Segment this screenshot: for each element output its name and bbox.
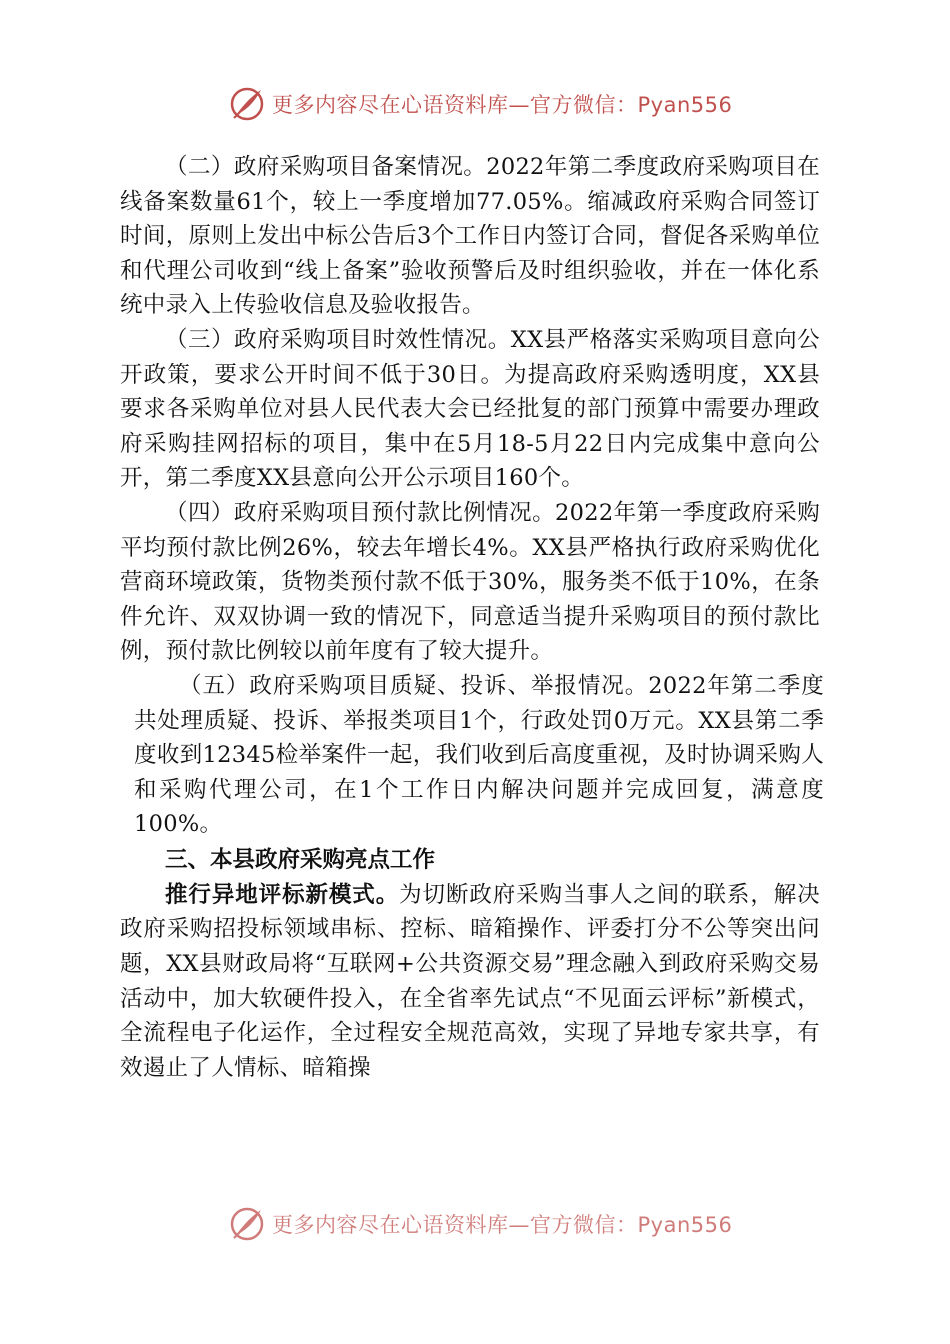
section-heading-highlights: 三、本县政府采购亮点工作 (165, 846, 436, 873)
paragraph-body-text: 为切断政府采购当事人之间的联系，解决政府采购招投标领域串标、控标、暗箱操作、评委打分不公等突出问题，XX县财政局将“互联网+公共资源交易”理念融入到政府采购交易活动中，加大软硬件投入，在全省率先试点“不见面云评标”新模式，全流程电子化运作，全过程安全规范高效，实现了异地专家共享，有效遏止了人情标、暗箱操 (120, 881, 820, 1081)
paragraph-procurement-timeliness: （三）政府采购项目时效性情况。XX县严格落实采购项目意向公开政策，要求公开时间不低于30日。为提高政府采购透明度，XX县要求各采购单位对县人民代表大会已经批复的部门预算中需要办理政府采购挂网招标的项目，集中在5月18-5月22日内完成集中意向公开，第二季度XX县意向公开公示项目160个。 (120, 326, 820, 492)
quill-pen-circle-icon (228, 85, 266, 123)
paragraph-advance-payment: （四）政府采购项目预付款比例情况。2022年第一季度政府采购平均预付款比例26%，较去年增长4%。XX县严格执行政府采购优化营商环境政策，货物类预付款不低于30%，服务类不低于10%，在条件允许、双双协调一致的情况下，同意适当提升采购项目的预付款比例，预付款比例较以前年度有了较大提升。 (120, 499, 820, 665)
footer-banner (228, 1204, 732, 1244)
quill-pen-circle-icon (228, 1205, 266, 1243)
paragraph-complaints: （五）政府采购项目质疑、投诉、举报情况。2022年第二季度共处理质疑、投诉、举报类项目1个，行政处罚0万元。XX县第二季度收到12345检举案件一起，我们收到后高度重视，及时协调采购人和采购代理公司，在1个工作日内解决问题并完成回复，满意度100%。 (134, 672, 824, 838)
header-banner (228, 84, 732, 124)
header-banner-text: 更多内容尽在心语资料库—官方微信：Pyan556 (272, 93, 733, 117)
paragraph-procurement-filing: （二）政府采购项目备案情况。2022年第二季度政府采购项目在线备案数量61个，较上一季度增加77.05%。缩减政府采购合同签订时间，原则上发出中标公告后3个工作日内签订合同，督促各采购单位和代理公司收到“线上备案”验收预警后及时组织验收，并在一体化系统中录入上传验收信息及验收报告。 (120, 154, 820, 319)
footer-banner-text: 更多内容尽在心语资料库—官方微信：Pyan556 (272, 1213, 733, 1237)
paragraph-remote-bid-evaluation (120, 878, 820, 1086)
document-body (120, 150, 824, 1085)
paragraph-lead-text: 推行异地评标新模式。 (165, 881, 400, 908)
